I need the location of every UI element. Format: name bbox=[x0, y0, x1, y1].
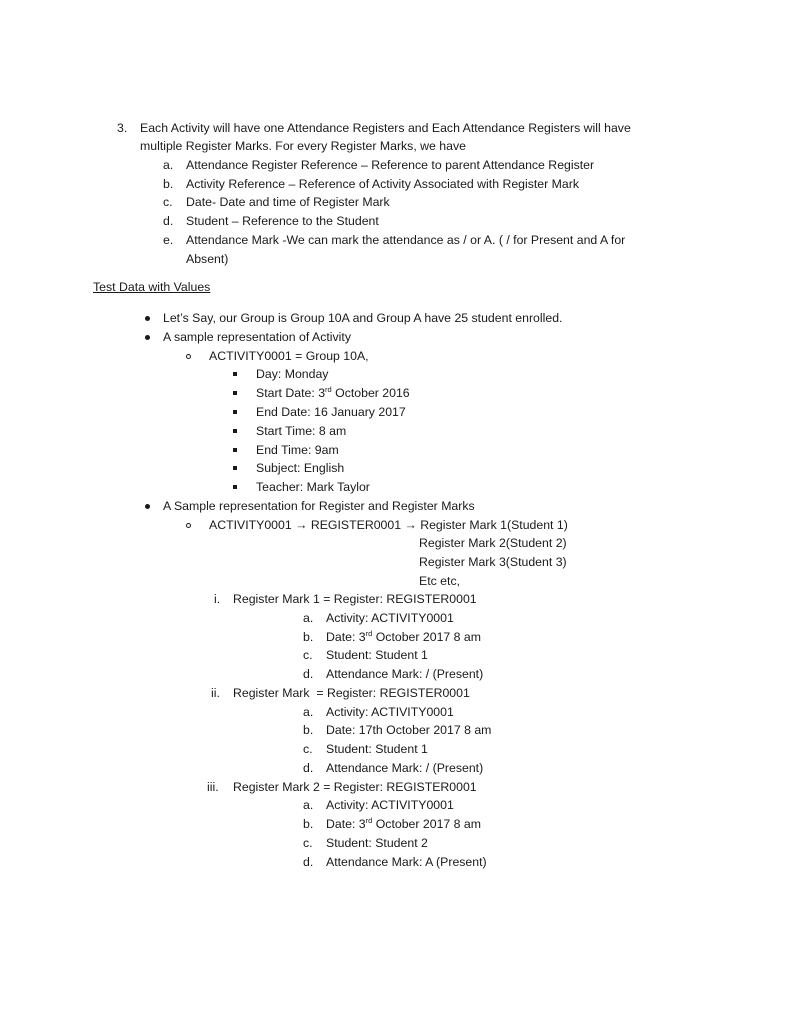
activity-end-time: End Time: 9am bbox=[256, 443, 339, 457]
mark-attendance: Attendance Mark: / (Present) bbox=[326, 761, 484, 775]
activity-subject: Subject: English bbox=[256, 461, 345, 475]
list-marker: d. bbox=[303, 667, 314, 681]
list-marker: e. bbox=[163, 233, 174, 247]
activity-start-time: Start Time: 8 am bbox=[256, 424, 347, 438]
roman-marker: iii. bbox=[207, 780, 219, 794]
bullet-icon bbox=[145, 335, 150, 340]
roman-marker: i. bbox=[214, 592, 221, 606]
square-bullet-icon bbox=[233, 391, 237, 395]
chain-mark: Register Mark 3(Student 3) bbox=[419, 555, 567, 569]
roman-marker: ii. bbox=[211, 686, 220, 700]
paragraph-line: Each Activity will have one Attendance Registers and Each Attendance Registers will have bbox=[140, 121, 631, 135]
mark-title: Register Mark 2 = Register: REGISTER0001 bbox=[233, 780, 477, 794]
list-marker: c. bbox=[303, 836, 313, 850]
mark-student: Student: Student 1 bbox=[326, 742, 428, 756]
arrow-right-icon: → bbox=[295, 518, 308, 532]
activity-day: Day: Monday bbox=[256, 367, 329, 381]
mark-date: Date: 3rd October 2017 8 am bbox=[326, 629, 482, 644]
list-item: Attendance Mark -We can mark the attendance as / or A. ( / for Present and A for bbox=[186, 233, 626, 247]
list-item: Student – Reference to the Student bbox=[186, 214, 379, 228]
mark-activity: Activity: ACTIVITY0001 bbox=[326, 611, 454, 625]
circle-bullet-icon bbox=[186, 354, 191, 359]
mark-title: Register Mark 1 = Register: REGISTER0001 bbox=[233, 592, 477, 606]
list-item: Attendance Register Reference – Reference to parent Attendance Register bbox=[186, 158, 595, 172]
chain-mark: Register Mark 2(Student 2) bbox=[419, 536, 567, 550]
mark-date: Date: 17th October 2017 8 am bbox=[326, 723, 492, 737]
chain-etc: Etc etc, bbox=[419, 574, 461, 588]
list-marker: c. bbox=[163, 195, 173, 209]
square-bullet-icon bbox=[233, 410, 237, 414]
square-bullet-icon bbox=[233, 372, 237, 376]
list-marker: a. bbox=[303, 798, 314, 812]
list-item: Date- Date and time of Register Mark bbox=[186, 195, 390, 209]
register-chain: ACTIVITY0001 → REGISTER0001 → Register Mark 1(Student 1) bbox=[209, 518, 568, 532]
bullet-icon bbox=[145, 316, 150, 321]
list-number: 3. bbox=[117, 121, 128, 135]
mark-title: Register Mark = Register: REGISTER0001 bbox=[233, 686, 470, 700]
mark-student: Student: Student 2 bbox=[326, 836, 428, 850]
circle-bullet-icon bbox=[186, 523, 191, 528]
mark-attendance: Attendance Mark: A (Present) bbox=[326, 855, 487, 869]
list-marker: a. bbox=[303, 611, 314, 625]
mark-student: Student: Student 1 bbox=[326, 648, 428, 662]
square-bullet-icon bbox=[233, 429, 237, 433]
list-marker: b. bbox=[303, 723, 314, 737]
bullet-text: A Sample representation for Register and Register Marks bbox=[163, 499, 475, 513]
arrow-right-icon: → bbox=[404, 518, 417, 532]
activity-teacher: Teacher: Mark Taylor bbox=[256, 480, 370, 494]
bullet-icon bbox=[145, 504, 150, 509]
list-marker: d. bbox=[303, 855, 314, 869]
mark-activity: Activity: ACTIVITY0001 bbox=[326, 798, 454, 812]
paragraph-line: multiple Register Marks. For every Register Marks, we have bbox=[140, 139, 466, 153]
list-marker: c. bbox=[303, 648, 313, 662]
mark-attendance: Attendance Mark: / (Present) bbox=[326, 667, 484, 681]
mark-activity: Activity: ACTIVITY0001 bbox=[326, 705, 454, 719]
activity-start-date: Start Date: 3rd October 2016 bbox=[256, 385, 410, 400]
list-marker: a. bbox=[303, 705, 314, 719]
list-marker: d. bbox=[303, 761, 314, 775]
list-item-continuation: Absent) bbox=[186, 252, 229, 266]
square-bullet-icon bbox=[233, 485, 237, 489]
list-marker: b. bbox=[303, 630, 314, 644]
section-heading: Test Data with Values bbox=[93, 280, 211, 294]
bullet-text: A sample representation of Activity bbox=[163, 330, 351, 344]
activity-header: ACTIVITY0001 = Group 10A, bbox=[209, 349, 369, 363]
list-marker: b. bbox=[303, 817, 314, 831]
square-bullet-icon bbox=[233, 466, 237, 470]
activity-end-date: End Date: 16 January 2017 bbox=[256, 405, 406, 419]
square-bullet-icon bbox=[233, 448, 237, 452]
list-item: Activity Reference – Reference of Activity Associated with Register Mark bbox=[186, 177, 579, 191]
list-marker: d. bbox=[163, 214, 174, 228]
list-marker: b. bbox=[163, 177, 174, 191]
list-marker: c. bbox=[303, 742, 313, 756]
mark-date: Date: 3rd October 2017 8 am bbox=[326, 816, 482, 831]
bullet-text: Let’s Say, our Group is Group 10A and Group A have 25 student enrolled. bbox=[163, 311, 563, 325]
list-marker: a. bbox=[163, 158, 174, 172]
